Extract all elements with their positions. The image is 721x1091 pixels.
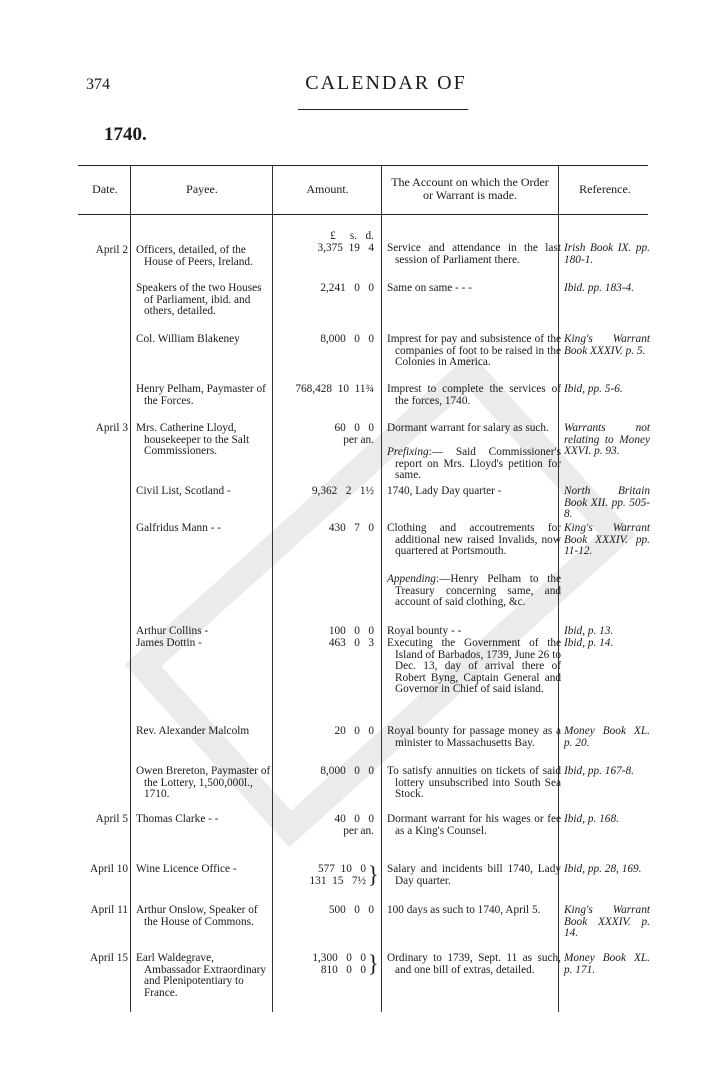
row-payee: Earl Waldegrave, Ambassador Extraordinary and Plenipotentiary to France.: [136, 952, 267, 999]
row-payee: Arthur Onslow, Speaker of the House of Commons.: [136, 904, 258, 928]
row-account: Executing the Government of the Island of Barbados, 1739, June 26 to Dec. 13, day of arrival there of Robert Byng, Captain General and Governor in Chief of said island.: [387, 637, 561, 696]
row-amount: 768,428 10 11¾: [295, 383, 374, 395]
row-payee: Thomas Clarke - -: [136, 813, 219, 825]
row-amount-second: 810 0 0: [320, 964, 366, 976]
row-date: April 2: [95, 244, 128, 256]
row-reference: Ibid, p. 14.: [564, 637, 614, 649]
row-payee: Wine Licence Office -: [136, 863, 237, 875]
row-account: Same on same - - -: [387, 282, 473, 294]
row-account: Dormant warrant for his wages or fee as a King's Counsel.: [387, 813, 561, 837]
column-header-reference: Reference.: [579, 182, 631, 196]
account-note-label: Appending: [387, 573, 436, 585]
row-amount: 463 0 3: [328, 637, 374, 649]
row-amount: 3,375 19 4: [317, 242, 374, 254]
row-account: 1740, Lady Day quarter -: [387, 485, 502, 497]
row-payee: Owen Brereton, Paymaster of the Lottery, 1,500,000l., 1710.: [136, 765, 271, 801]
row-payee: Henry Pelham, Paymaster of the Forces.: [136, 383, 266, 407]
row-account: Imprest for pay and subsistence of the companies of foot to be raised in the Colonies in America.: [387, 333, 561, 369]
row-amount: 577 10 0: [317, 863, 366, 875]
row-payee: Rev. Alexander Malcolm: [136, 725, 250, 737]
row-payee: Speakers of the two Houses of Parliament, ibid. and others, detailed.: [136, 282, 262, 318]
row-amount: 8,000 0 0: [320, 765, 374, 777]
column-header-account: The Account on which the Order or Warrant is made.: [391, 175, 549, 202]
page-number: 374: [86, 76, 110, 93]
row-account: Dormant warrant for salary as such.: [387, 422, 549, 434]
row-reference: Ibid. pp. 183-4.: [564, 282, 634, 294]
row-reference: Ibid, pp. 28, 169.: [564, 863, 642, 875]
column-divider: [130, 166, 131, 1012]
row-amount: 430 7 0: [328, 522, 374, 534]
row-reference: Money Book XL. p. 20.: [564, 725, 650, 749]
row-reference: North Britain Book XII. pp. 505-8.: [564, 485, 650, 521]
row-amount: 60 0 0: [334, 422, 374, 434]
row-account: Service and attendance in the last session of Parliament there.: [387, 242, 561, 266]
row-account: Ordinary to 1739, Sept. 11 as such, and one bill of extras, detailed.: [387, 952, 561, 976]
column-divider: [381, 166, 382, 1012]
row-amount: 20 0 0: [334, 725, 374, 737]
row-payee: Col. William Blakeney: [136, 333, 240, 345]
row-reference: Money Book XL. p. 171.: [564, 952, 650, 976]
row-account-note: [387, 447, 561, 482]
row-account: Royal bounty for passage money as a minister to Massachusetts Bay.: [387, 725, 561, 749]
row-amount-second: 131 15 7½: [309, 875, 366, 887]
table-header-rule: [78, 214, 648, 215]
row-account-note: [387, 574, 561, 609]
row-payee: Arthur Collins -: [136, 625, 209, 637]
row-reference: King's Warrant Book XXXIV. p. 14.: [564, 904, 650, 940]
column-header-amount: Amount.: [306, 182, 349, 196]
year-heading: 1740.: [104, 124, 147, 145]
row-account: Imprest to complete the services of the forces, 1740.: [387, 383, 561, 407]
row-date: April 11: [90, 904, 128, 916]
row-amount: 2,241 0 0: [320, 282, 374, 294]
row-date: April 15: [90, 952, 128, 964]
row-date: April 10: [90, 863, 128, 875]
row-payee: Officers, detailed, of the House of Peers, Ireland.: [136, 244, 253, 268]
row-amount-note: per an.: [343, 825, 374, 837]
column-header-date: Date.: [92, 182, 118, 196]
currency-units: £ s. d.: [330, 230, 374, 242]
row-amount: 40 0 0: [334, 813, 374, 825]
row-reference: Warrants not relating to Money XXVI. p. 93.: [564, 422, 650, 458]
row-payee: Galfridus Mann - -: [136, 522, 222, 534]
row-account: Clothing and accoutrements for additional new raised Invalids, now quartered at Portsmouth.: [387, 522, 561, 558]
row-account: Salary and incidents bill 1740, Lady Day quarter.: [387, 863, 561, 887]
row-date: April 3: [95, 422, 128, 434]
row-account: 100 days as such to 1740, April 5.: [387, 904, 541, 916]
row-payee: Mrs. Catherine Lloyd, housekeeper to the Salt Commissioners.: [136, 422, 250, 458]
row-reference: Ibid, p. 168.: [564, 813, 619, 825]
row-amount: 100 0 0: [328, 625, 374, 637]
column-header-payee: Payee.: [186, 182, 218, 196]
account-note-text: :—Henry Pelham to the Treasury concerning same, and account of said clothing, &c.: [395, 573, 561, 609]
row-reference: King's Warrant Book XXXIV. pp. 11-12.: [564, 522, 650, 558]
brace-mark: }: [368, 949, 379, 978]
row-payee: James Dottin -: [136, 637, 202, 649]
column-divider: [272, 166, 273, 1012]
row-reference: King's Warrant Book XXXIV. p. 5.: [564, 333, 650, 357]
account-note-text: :— Said Commissioner's report on Mrs. Lloyd's petition for same.: [395, 446, 561, 482]
table-top-rule: [78, 165, 648, 166]
row-payee: Civil List, Scotland -: [136, 485, 231, 497]
row-date: April 5: [95, 813, 128, 825]
row-amount: 8,000 0 0: [320, 333, 374, 345]
row-amount-note: per an.: [343, 434, 374, 446]
row-amount: 1,300 0 0: [312, 952, 366, 964]
row-account: To satisfy annuities on tickets of said lottery unsubscribed into South Sea Stock.: [387, 765, 561, 801]
row-reference: Ibid, p. 13.: [564, 625, 614, 637]
running-head: CALENDAR OF: [305, 72, 467, 94]
row-amount: 500 0 0: [328, 904, 374, 916]
account-note-label: Prefixing: [387, 446, 429, 458]
row-reference: Irish Book IX. pp. 180-1.: [564, 242, 650, 266]
brace-mark: }: [368, 860, 379, 889]
row-reference: Ibid, pp. 5-6.: [564, 383, 623, 395]
row-amount: 9,362 2 1½: [311, 485, 374, 497]
header-rule: [298, 109, 468, 110]
row-account: Royal bounty - -: [387, 625, 462, 637]
row-reference: Ibid, pp. 167-8.: [564, 765, 634, 777]
